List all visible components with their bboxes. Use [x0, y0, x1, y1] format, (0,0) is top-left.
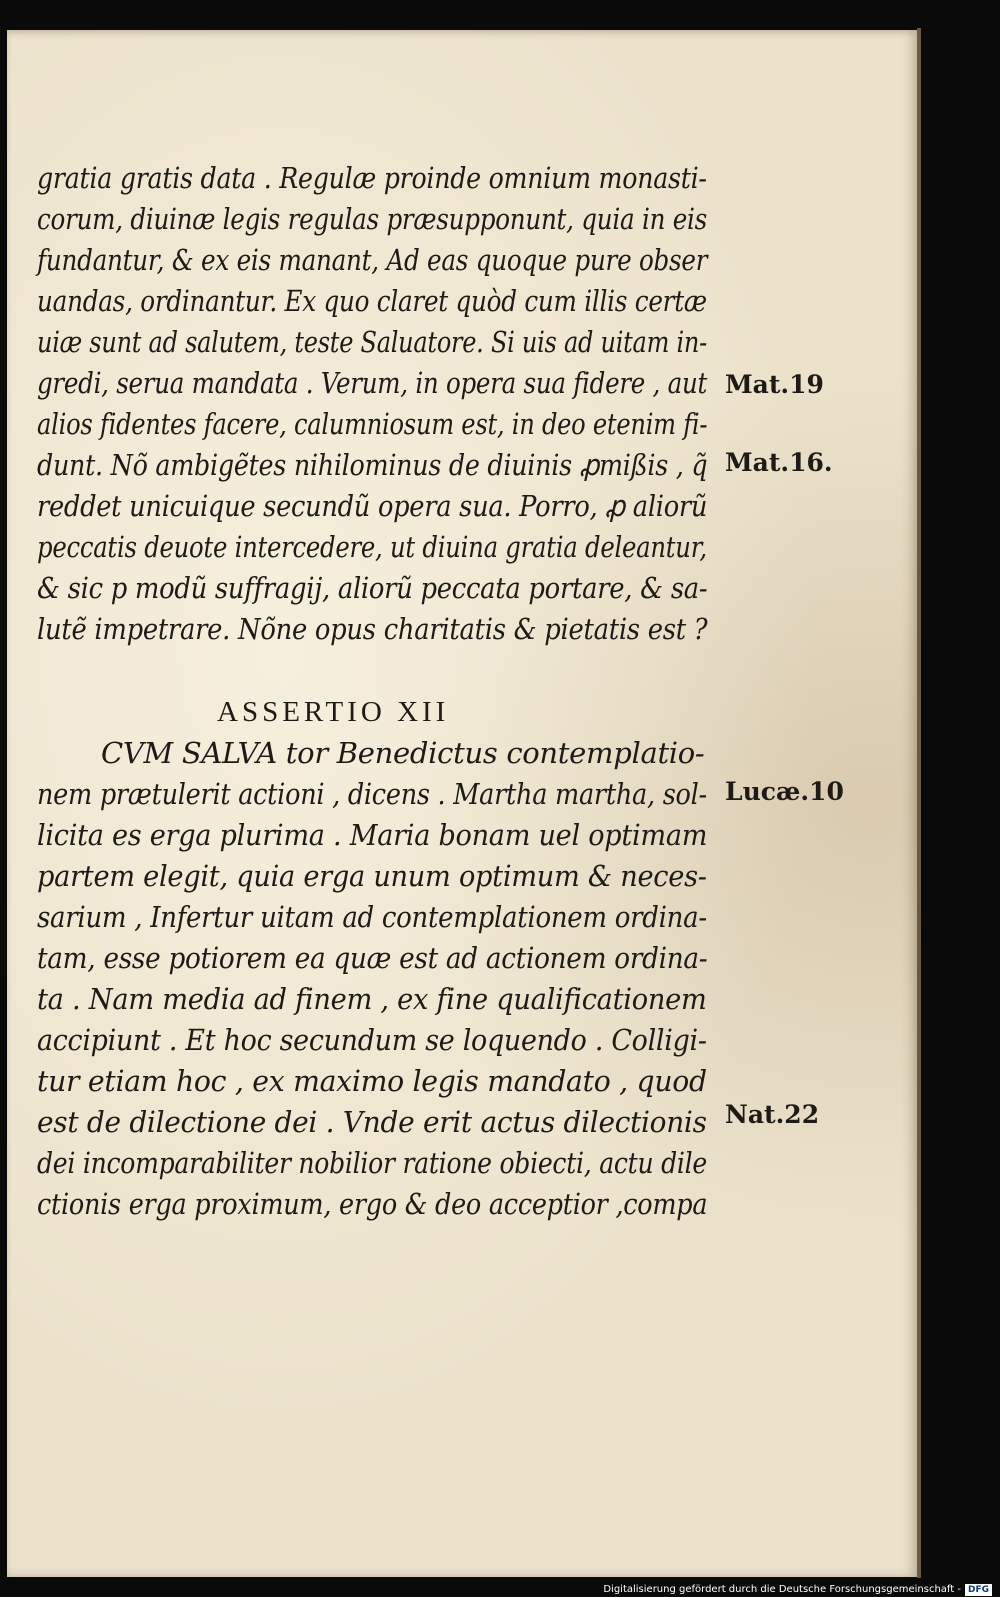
text-line: lutẽ impetrare. Nõne opus charitatis & pietatis est ?: [37, 612, 708, 646]
text-line: gratia gratis data . Regulæ proinde omnium monasti-: [37, 161, 707, 195]
text-line: corum, diuinæ legis regulas præsupponunt, quia in eis: [37, 202, 707, 236]
margin-note: Mat.19: [725, 370, 824, 399]
text-line: partem elegit, quia erga unum optimum & neces-: [37, 859, 707, 893]
text-line: gredi, serua mandata . Verum, in opera sua fidere , aut: [37, 366, 708, 400]
text-line: sarium , Infertur uitam ad contemplationem ordina-: [37, 900, 707, 934]
text-line: ta . Nam media ad finem , ex fine qualificationem: [37, 982, 707, 1016]
text-line: & sic p modũ suffragij, aliorũ peccata portare, & sa-: [37, 571, 708, 605]
footer-credit: Digitalisierung gefördert durch die Deutsche Forschungsgemeinschaft -: [603, 1584, 961, 1595]
dfg-logo-icon: DFG: [965, 1584, 992, 1596]
page-edge: [917, 28, 921, 1578]
text-line: uiæ sunt ad salutem, teste Saluatore. Si uis ad uitam in-: [37, 325, 707, 359]
text-line: reddet unicuique secundũ opera sua. Porro, ꝓ aliorũ: [37, 489, 708, 523]
text-line: dunt. Nõ ambigẽtes nihilominus de diuinis ꝓmißis , q̃: [37, 448, 708, 482]
text-line: licita es erga plurima . Maria bonam uel optimam: [37, 818, 708, 852]
text-line: tam, esse potiorem ea quæ est ad actionem ordina-: [37, 941, 708, 975]
text-line: alios fidentes facere, calumniosum est, in deo etenim fi-: [37, 407, 708, 441]
margin-note: Mat.16.: [725, 448, 833, 477]
text-line: nem prætulerit actioni , dicens . Martha martha, sol-: [37, 777, 707, 811]
text-line: dei incomparabiliter nobilior ratione obiecti, actu dile: [37, 1146, 707, 1180]
footer: [603, 1582, 992, 1597]
margin-note: Lucæ.10: [725, 777, 844, 806]
book-page: [7, 30, 917, 1577]
text-line: peccatis deuote intercedere, ut diuina gratia deleantur,: [37, 530, 707, 564]
text-line: est de dilectione dei . Vnde erit actus dilectionis: [37, 1105, 707, 1139]
text-line: ctionis erga proximum, ergo & deo acceptior ,compa: [37, 1187, 708, 1221]
margin-note: Nat.22: [725, 1100, 820, 1129]
text-line: tur etiam hoc , ex maximo legis mandato , quod: [37, 1064, 707, 1098]
text-line: accipiunt . Et hoc secundum se loquendo . Colligi-: [37, 1023, 707, 1057]
section-heading: ASSERTIO XII: [217, 696, 450, 728]
text-line: fundantur, & ex eis manant, Ad eas quoque pure obser: [37, 243, 708, 277]
text-line: CVM SALVA tor Benedictus contemplatio-: [101, 736, 705, 770]
text-line: uandas, ordinantur. Ex quo claret quòd cum illis certæ: [37, 284, 707, 318]
